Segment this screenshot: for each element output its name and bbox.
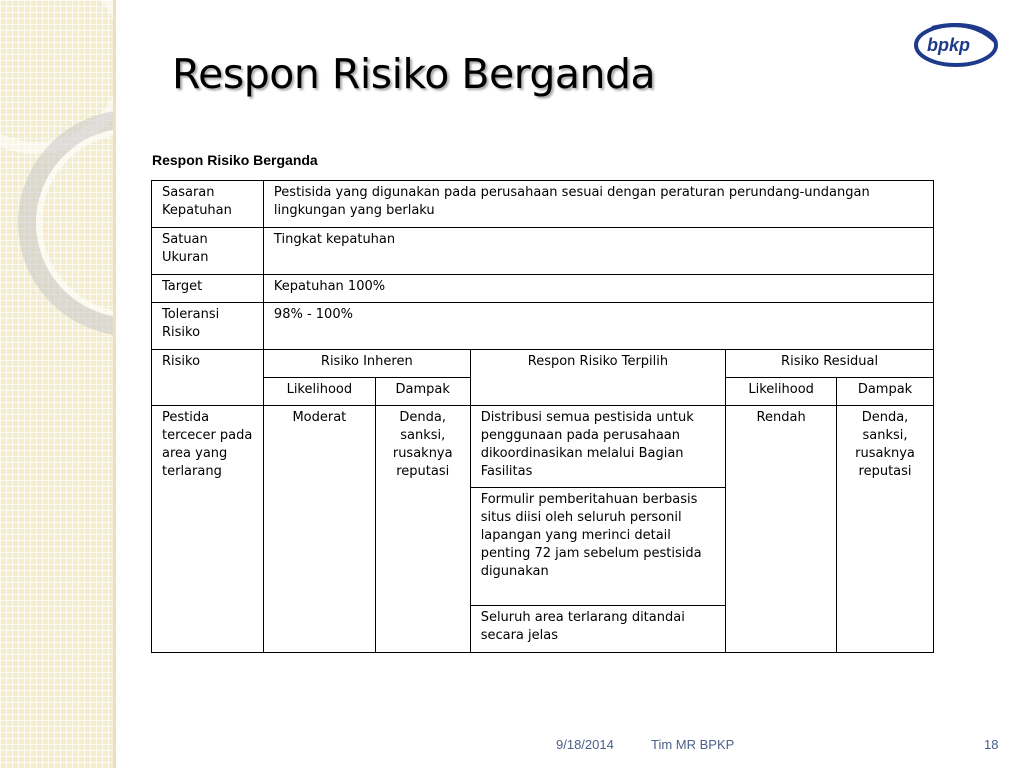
footer-author: Tim MR BPKP bbox=[651, 737, 735, 752]
decorative-left-strip bbox=[0, 0, 113, 768]
residual-likelihood: Rendah bbox=[726, 406, 837, 653]
footer-date: 9/18/2014 bbox=[556, 737, 614, 752]
header-likelihood-inheren: Likelihood bbox=[263, 378, 375, 406]
response-item: Formulir pemberitahuan berbasis situs diisi oleh seluruh personil lapangan yang merinci detail penting 72 jam sebelum pestisida digunakan bbox=[470, 488, 726, 606]
bpkp-logo bbox=[912, 20, 1000, 70]
row-value: Kepatuhan 100% bbox=[263, 275, 933, 303]
response-item: Distribusi semua pestisida untuk penggunaan pada perusahaan dikoordinasikan melalui Bagian Fasilitas bbox=[470, 406, 726, 488]
table-row bbox=[152, 228, 934, 275]
strip-edge bbox=[113, 0, 116, 768]
header-likelihood-residual: Likelihood bbox=[726, 378, 837, 406]
row-value: Tingkat kepatuhan bbox=[263, 228, 933, 275]
table-row bbox=[152, 275, 934, 303]
header-risiko-inheren: Risiko Inheren bbox=[263, 350, 470, 378]
table-row bbox=[152, 303, 934, 350]
inheren-dampak: Denda, sanksi, rusaknya reputasi bbox=[375, 406, 470, 653]
inheren-likelihood: Moderat bbox=[263, 406, 375, 653]
row-label: Toleransi Risiko bbox=[152, 303, 264, 350]
logo-text: bpkp bbox=[927, 35, 970, 55]
slide-title: Respon Risiko Berganda bbox=[172, 50, 656, 98]
row-label: Target bbox=[152, 275, 264, 303]
residual-dampak: Denda, sanksi, rusaknya reputasi bbox=[837, 406, 934, 653]
row-value: Pestisida yang digunakan pada perusahaan sesuai dengan peraturan perundang-undangan lingkungan yang berlaku bbox=[263, 181, 933, 228]
page-number: 18 bbox=[984, 737, 999, 752]
row-value: 98% - 100% bbox=[263, 303, 933, 350]
risk-description: Pestida tercecer pada area yang terlarang bbox=[152, 406, 264, 653]
table-row bbox=[152, 181, 934, 228]
header-risiko: Risiko bbox=[152, 350, 264, 406]
row-label: Sasaran Kepatuhan bbox=[152, 181, 264, 228]
response-item: Seluruh area terlarang ditandai secara jelas bbox=[470, 606, 726, 653]
table-header-row bbox=[152, 350, 934, 378]
table-title: Respon Risiko Berganda bbox=[152, 152, 318, 168]
header-dampak-residual: Dampak bbox=[837, 378, 934, 406]
risk-table bbox=[151, 180, 934, 653]
header-respon-risiko: Respon Risiko Terpilih bbox=[470, 350, 726, 406]
header-risiko-residual: Risiko Residual bbox=[726, 350, 934, 378]
table-row bbox=[152, 406, 934, 488]
row-label: Satuan Ukuran bbox=[152, 228, 264, 275]
header-dampak-inheren: Dampak bbox=[375, 378, 470, 406]
